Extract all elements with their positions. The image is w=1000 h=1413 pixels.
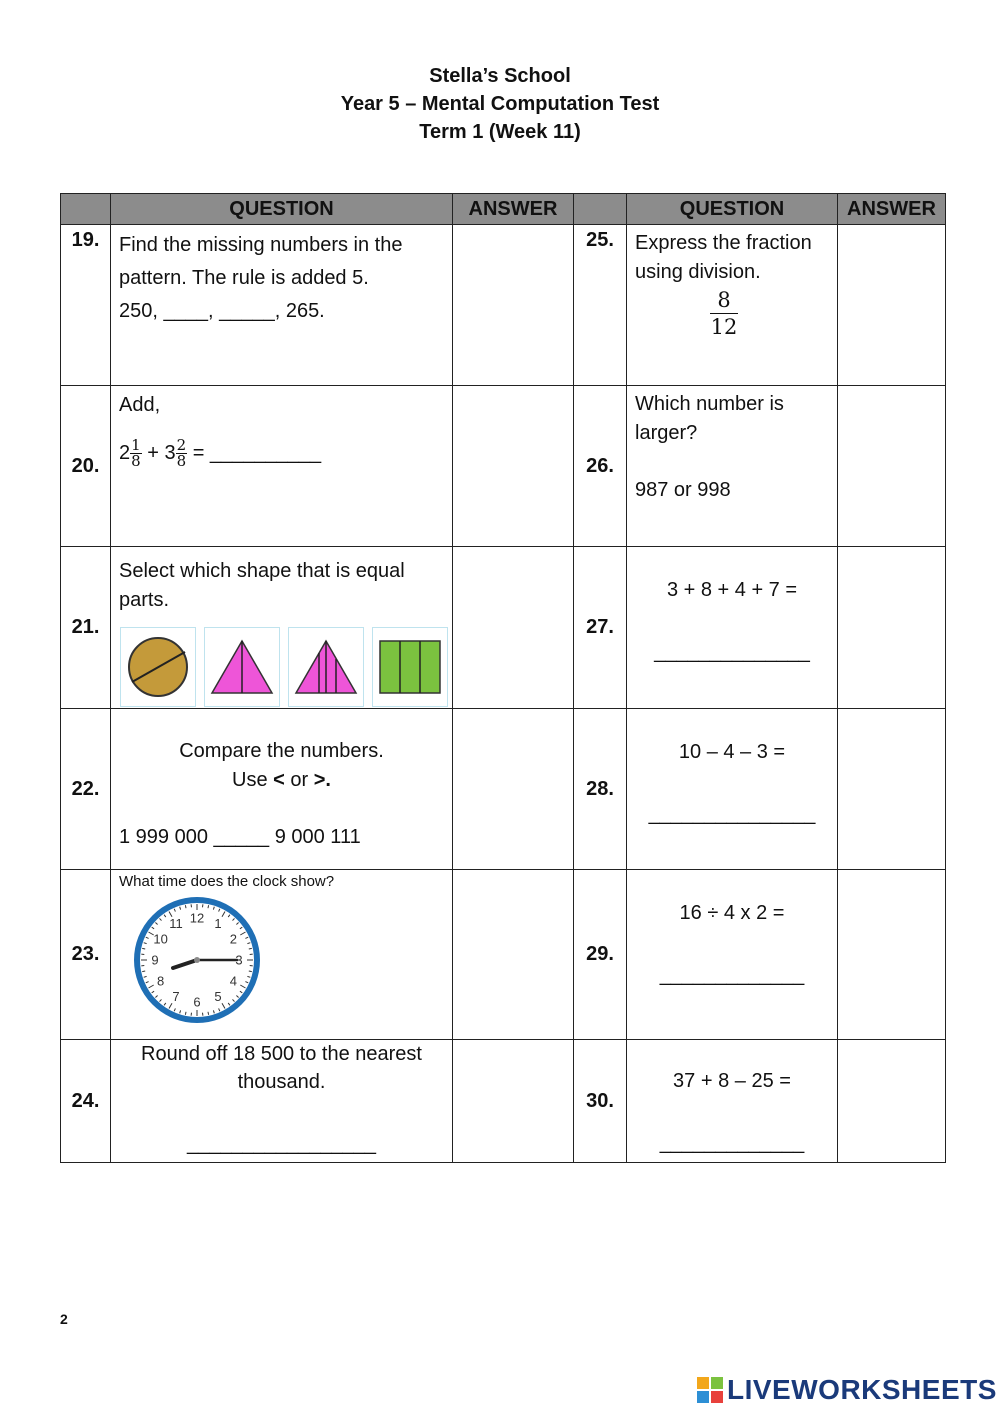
shape-options [111,627,452,707]
question-23: What time does the clock show? 12 1 2 3 4 5 6 7 8 9 10 11 [111,870,453,1040]
clock-tick [185,1012,186,1015]
brand-logo [697,1374,997,1406]
question-20: Add, 2 $\frac{1}{8}$ + 3 $\frac{2}{8}$ = __________ [111,386,453,547]
answer-21-cell[interactable] [453,547,574,709]
term-label: Term 1 (Week 11) [419,121,581,143]
answer-27-cell[interactable] [838,547,946,709]
question-27: 3 + 8 + 4 + 7 = ______________ [627,547,838,709]
mixed-number-sum: 2 $\frac{1}{8}$ + 3 $\frac{2}{8}$ = __________ [119,436,322,471]
answer-26-cell[interactable] [838,386,946,547]
clock-number: 9 [151,952,159,968]
question-number: 23. [61,870,111,1040]
question-25: Express the fraction using division. 8 12 [627,225,838,386]
table-row [61,547,946,709]
brand-name: LIVEWORKSHEETS [727,1374,997,1405]
question-19: Find the missing numbers in the pattern. The rule is added 5. 250, ____, _____, 265. [111,225,453,386]
clock-tick [249,971,252,972]
clock-tick [142,948,145,949]
clock-number: 7 [172,988,180,1004]
question-30: 37 + 8 – 25 = _____________ [627,1040,838,1163]
answer-22-cell[interactable] [453,709,574,870]
answer-30-cell[interactable] [838,1040,946,1163]
clock-number: 8 [156,973,165,989]
shape-option-rectangle[interactable] [372,627,448,707]
question-column-header: QUESTION [111,194,453,225]
clock-number: 12 [189,910,205,926]
question-24: Round off 18 500 to the nearest thousand. _________________ [111,1040,453,1163]
table-row [61,386,946,547]
test-title: Year 5 – Mental Computation Test [340,93,660,115]
clock-tick [208,905,209,908]
worksheet-header [0,62,1000,146]
clock-number: 3 [235,952,243,968]
triangle-shape-icon [294,639,358,695]
question-22: Compare the numbers. Use < or >. 1 999 000 _____ 9 000 111 [111,709,453,870]
answer-29-cell[interactable] [838,870,946,1040]
question-29: 16 ÷ 4 x 2 = _____________ [627,870,838,1040]
table-row [61,1040,946,1163]
answer-20-cell[interactable] [453,386,574,547]
question-28: 10 – 4 – 3 = _______________ [627,709,838,870]
fraction-8-12: 8 12 [710,288,738,339]
clock-tick [249,948,252,949]
answer-column-header: ANSWER [453,194,574,225]
question-number: 28. [574,709,627,870]
clock-number: 2 [229,931,238,947]
shape-option-triangle-unequal[interactable] [288,627,364,707]
answer-28-cell[interactable] [838,709,946,870]
question-table [60,193,946,1163]
answer-column-header-2: ANSWER [838,194,946,225]
question-number: 25. [574,225,627,386]
question-number: 21. [61,547,111,709]
clock-icon [133,896,261,1024]
school-name: Stella’s School [429,65,571,87]
table-row [61,709,946,870]
clock-number: 4 [229,973,238,989]
table-row [61,870,946,1040]
question-number: 24. [61,1040,111,1163]
question-number: 20. [61,386,111,547]
question-number: 22. [61,709,111,870]
answer-25-cell[interactable] [838,225,946,386]
triangle-shape-icon [210,639,274,695]
page-number: 2 [60,1311,68,1327]
question-column-header-2: QUESTION [627,194,838,225]
rectangle-shape-icon [379,640,441,694]
answer-24-cell[interactable] [453,1040,574,1163]
table-row [61,225,946,386]
question-21: Select which shape that is equal parts. [111,547,453,709]
question-number: 30. [574,1040,627,1163]
clock-number: 6 [193,994,201,1010]
clock-number: 10 [153,931,168,947]
circle-shape-icon [127,636,189,698]
question-number: 29. [574,870,627,1040]
clock-tick [142,971,145,972]
table-header-row [61,194,946,225]
shape-option-circle[interactable] [120,627,196,707]
answer-23-cell[interactable] [453,870,574,1040]
clock-number: 5 [214,988,222,1004]
clock-tick [185,905,186,908]
question-number: 27. [574,547,627,709]
question-26: Which number is larger? 987 or 998 [627,386,838,547]
clock-tick [208,1012,209,1015]
clock-number: 1 [214,916,222,932]
shape-option-triangle-halves[interactable] [204,627,280,707]
liveworksheets-logo-icon [697,1377,723,1403]
question-number: 19. [61,225,111,386]
question-number: 26. [574,386,627,547]
clock-number: 11 [169,916,183,932]
answer-19-cell[interactable] [453,225,574,386]
